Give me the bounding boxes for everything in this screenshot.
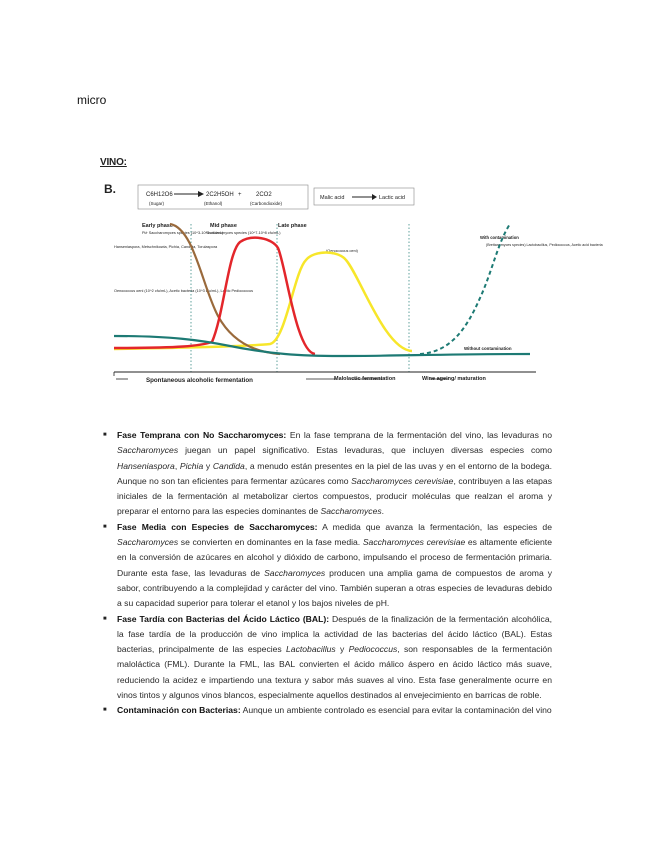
late-phase-label: Late phase	[278, 223, 307, 229]
lactic-acid-label: Lactic acid	[379, 195, 405, 201]
ethanol-formula: 2C2H5OH	[206, 192, 234, 198]
contamination-species-note: (Brettanomyces species) Lactobacillus, Pediococcus, Acetic acid bacteria	[486, 243, 603, 247]
late-phase-sub: (Oenococcus oeni)	[326, 249, 358, 253]
bullet-lead: Fase Media con Especies de Saccharomyces:	[117, 521, 318, 532]
bullet-text: , contribuyen a las etapas iniciales de la fermentación al metabolizar ciertos compuestos, producir moléculas que realzan el aroma y preparar el entorno para las especies dominantes de	[117, 475, 552, 517]
bullet-italic: Pichia	[179, 460, 204, 471]
bullet-text: En la fase temprana de la fermentación del vino, las levaduras no	[286, 430, 552, 440]
document-header: micro	[77, 93, 107, 107]
bullet-italic: Saccharomyces	[320, 506, 382, 517]
bullet-text: , son responsables de la fermentación maloláctica (FML). Durante la FML, las BAL convierten el ácido málico áspero en ácido láctico más suave, reduciendo la acidez e impartiendo una textura y sabor más suaves al vino. Esta fase generalmente ocurre en vinos tintos y algunos vinos blancos, especialmente aquellos destinados al envejecimiento en barricas de roble.	[117, 644, 552, 701]
bullet-italic: Saccharomyces	[117, 445, 179, 456]
bullet-lead: Contaminación con Bacterias:	[117, 705, 241, 716]
figure-title: VINO:	[100, 157, 127, 168]
bacteria-note: Oenococcus oeni (10^2 cfu/mL), Acetic bacteria (10^3 cfu/mL), Lactic Pediococcus	[114, 289, 254, 293]
bullet-italic: Hanseniaspora	[117, 460, 175, 471]
glucose-name: (Sugar)	[149, 201, 165, 206]
bullet-text: producen una amplia gama de compuestos de aroma y sabor, contribuyendo a la complejidad y carácter del vino. También superan a otras especies de levaduras debido a su capacidad superior para tolerar el etanol y los bajos niveles de pH.	[117, 567, 552, 609]
bullet-lead: Fase Tardía con Bacterias del Ácido Láctico (BAL):	[117, 613, 330, 624]
bullet-text: y	[335, 644, 349, 655]
early-species-note: Hanseniaspora, Metschnikowia, Pichia, Candida, Torulaspora	[114, 245, 218, 249]
bullet-text: es altamente eficiente en la conversión de azúcares en alcohol y dióxido de carbono, impulsando el proceso de fermentación primaria. Durante esta fase, las levaduras de	[117, 537, 552, 578]
bullet-italic: Saccharomyces	[117, 537, 179, 548]
bullet-text: , a menudo están presentes en la piel de las uvas y en el entorno de la bodega. Aunque no son tan eficientes para fermentar azúcares como	[117, 460, 552, 486]
malolactic-arrowhead	[372, 194, 377, 200]
bullet-text: juegan un papel significativo. Estas levaduras, que incluyen diversas especies como	[178, 445, 552, 456]
bullet-italic: Saccharomyces cerevisiae	[362, 537, 466, 548]
bullet-text: Aunque un ambiente controlado es esencial para evitar la contaminación del vino	[240, 705, 552, 716]
malolactic-stage-label: Malolactic fermentation	[334, 376, 396, 382]
bullet-text: ,	[174, 460, 180, 471]
fermentation-figure	[100, 176, 603, 404]
spontaneous-stage-label: Spontaneous alcoholic fermentation	[146, 377, 253, 384]
mid-phase-sub: Saccharomyces species (10^7-10^8 cfu/mL)	[206, 231, 281, 235]
bullet-italic: Saccharomyces cerevisiae	[351, 475, 454, 486]
list-item	[100, 520, 552, 612]
fermentation-phase-list	[100, 428, 552, 716]
co2-name: (Carbondioxide)	[250, 201, 283, 206]
early-phase-label: Early phase	[142, 223, 173, 229]
panel-label: B.	[104, 182, 116, 196]
malic-acid-label: Malic acid	[320, 195, 345, 201]
bullet-text: Después de la finalización de la fermentación alcohólica, la fase tardía de la producción de vino implica la actividad de las bacterias del ácido láctico (BAL). Estas bacterias, principalmente de las especies	[117, 613, 552, 655]
bullet-italic: Lactobacillus	[286, 644, 336, 655]
contamination-label: With contamination	[480, 235, 519, 240]
glucose-formula: C6H12O6	[146, 192, 173, 198]
bullet-text: y	[203, 460, 213, 471]
bullet-text: se convierten en dominantes en la fase media.	[178, 537, 363, 548]
ageing-stage-label: Wine ageing/ maturation	[422, 376, 486, 382]
list-item-cut	[100, 703, 552, 716]
bullet-italic: Saccharomyces	[264, 567, 326, 578]
mid-phase-label: Mid phase	[210, 223, 237, 229]
equation-arrowhead	[198, 191, 204, 197]
no-contamination-label: Without contamination	[464, 346, 512, 351]
early-phase-sub: Pi/r Saccharomyces species (10^3-10^4 cfu/mL)	[142, 231, 224, 235]
fermentation-diagram	[100, 176, 603, 404]
bullet-text: A medida que avanza la fermentación, las especies de	[317, 521, 552, 532]
plus-sign: +	[238, 192, 242, 198]
bullet-italic: Pediococcus	[348, 644, 398, 655]
list-item	[100, 612, 552, 704]
bullet-italic: Candida	[212, 460, 245, 471]
co2-formula: 2CO2	[256, 192, 272, 198]
list-item	[100, 428, 552, 520]
bullet-lead: Fase Temprana con No Saccharomyces:	[117, 430, 287, 440]
ethanol-name: (Ethanol)	[204, 201, 223, 206]
bullet-text: .	[381, 506, 385, 517]
